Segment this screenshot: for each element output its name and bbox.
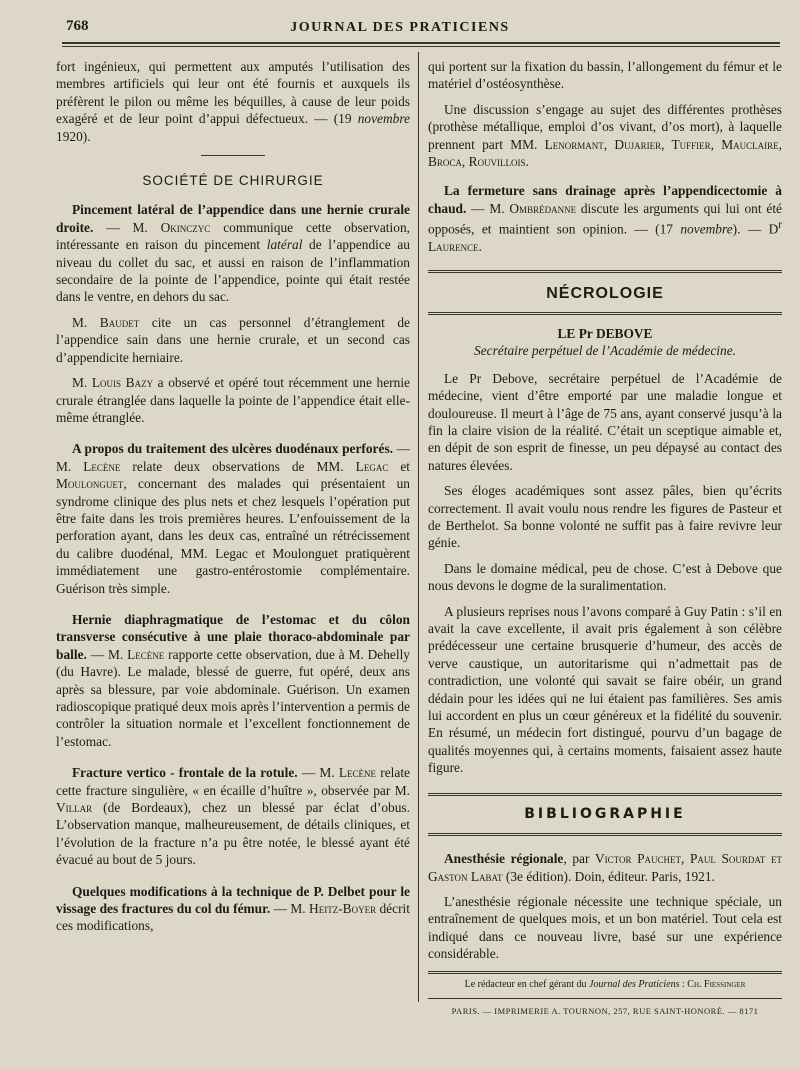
journal-title: JOURNAL DES PRATICIENS: [290, 20, 510, 35]
header-rule: [62, 42, 780, 44]
bibliographie-heading: BIBLIOGRAPHIE: [524, 805, 686, 822]
necrologie-heading: NÉCROLOGIE: [546, 284, 664, 302]
continued-paragraph: qui portent sur la fixation du bassin, l’allongement du fémur et le matériel d’ostéosynthèse.: [428, 59, 782, 92]
necro-subtitle: Secrétaire perpétuel de l’Académie de médecine.: [474, 343, 736, 359]
page-header: [0, 0, 800, 48]
article-ulceres: A propos du traitement des ulcères duodénaux perforés. — M. Lecène relate deux observations de MM. Legac et Moulonguet, concernant des malades qui présentaient un syndrome clinique des plus nets et chez lesquels l’opération put être faite dans les trois premières heures. L’enfouissement de la perforation ayant, dans les deux cas, entraîné un rétrécissement du calibre duodénal, MM. Legac et Moulonguet pratiquèrent immédiatement une gastro-entérostomie complémentaire. Guérison très simple.: [56, 441, 410, 596]
necro-paragraph-1: Le Pr Debove, secrétaire perpétuel de l’Académie de médecine, vient d’être emporté par une maladie longue et douloureuse. Il meurt à l’âge de 75 ans, ayant conservé jusqu’à la fin la claire vision de la réalité. C’était un sceptique aimable et, en dépit de son esprit de finesse, un peu dépaysé au contact des natures élevées.: [428, 370, 782, 473]
article-bazy: M. Louis Bazy a observé et opéré tout récemment une hernie crurale étranglée dans laquelle la pointe de l’appendice était elle-même étranglée.: [56, 375, 410, 425]
intro-paragraph: fort ingénieux, qui permettent aux amputés l’utilisation des membres artificiels qui leur ont été fournis et auxquels ils préfèrent le pilon ou même les béquilles, à cause de leur poids exagéré et de leur point d’appui défectueux. — (19 novembre 1920).: [56, 59, 410, 144]
footer-printer: PARIS. — IMPRIMERIE A. TOURNON, 257, RUE SAINT-HONORÉ. — 8171: [428, 998, 782, 1020]
necro-name: LE Pr DEBOVE: [557, 325, 653, 341]
biblio-entry: Anesthésie régionale, par Victor Pauchet, Paul Sourdat et Gaston Labat (3e édition). Doin, éditeur. Paris, 1921.: [428, 851, 782, 884]
page-number: 768: [66, 18, 89, 34]
discussion-paragraph: Une discussion s’engage au sujet des différentes prothèses (prothèse métallique, emploi d’os vivant, d’os mort), à laquelle prennent part MM. Lenormant, Dujarier, Tuffier, Mauclaire, Broca, Rouvillois.: [428, 101, 782, 170]
article-rotule: Fracture vertico - frontale de la rotule. — M. Lecène relate cette fracture singulière, « en écaille d’huître », observée par M. Villar (de Bordeaux), chez un blessé par éclat d’obus. L’observation manque, malheureusement, de détails cliniques, et l’évolution de la fracture n’a pu être notée, le blessé ayant été évacué au bout de 5 jours.: [56, 765, 410, 868]
left-column: [56, 58, 410, 943]
article-appendice: Pincement latéral de l’appendice dans une hernie crurale droite. — M. Okinczyc communique cette observation, intéressante en raison du pincement latéral de l’appendice au niveau du collet du sac, et aussi en raison de l’inflammation secondaire de la pointe de l’appendice, pointe qui était restée dans le ventre, en dehors du sac.: [56, 202, 410, 305]
header-rule-thin: [62, 46, 780, 47]
article-baudet: M. Baudet cite un cas personnel d’étranglement de l’appendice sain dans une hernie crurale, et un second cas d’appendicite herniaire.: [56, 314, 410, 365]
short-divider: [201, 155, 265, 156]
necrologie-rule-bottom: [428, 312, 782, 315]
society-heading: SOCIÉTÉ DE CHIRURGIE: [142, 173, 324, 189]
footer-editor: Le rédacteur en chef gérant du Journal des Praticiens : Ch. Fiessinger: [428, 971, 782, 992]
biblio-description: L’anesthésie régionale nécessite une technique spéciale, un entraînement de quelques mois, et un bon matériel. Tout cela est indiqué dans ce nouveau livre, basé sur une expérience considérable.: [428, 893, 782, 962]
right-column: [428, 58, 782, 1020]
column-separator: [418, 52, 419, 1002]
article-delbet: Quelques modifications à la technique de P. Delbet pour le vissage des fractures du col du fémur. — M. Heitz-Boyer décrit ces modifications,: [56, 883, 410, 934]
necro-paragraph-4: A plusieurs reprises nous l’avons comparé à Guy Patin : s’il en avait la cave excellente, il avait pris également à son célèbre prédécesseur une certaine brusquerie d’humeur, des accès de verve caustique, un autoritarisme qui n’admettait pas de contradiction, une volonté qui savait se faire obéir, un grand dédain pour les idées qui ne lui étaient pas familières. Ses amis lui accordent en plus un cœur généreux et la fidélité du souvenir. En résumé, un médecin fort distingué, pourvu d’un bagage de qualités moyennes qui, à certains moments, faisaient assez haute figure.: [428, 603, 782, 776]
biblio-rule-bottom: [428, 833, 782, 836]
article-fermeture: La fermeture sans drainage après l’appendicectomie à chaud. — M. Ombrédanne discute les arguments qui lui ont été opposés, et maintient son opinion. — (17 novembre). — $D^r$ Laurence.: [428, 183, 782, 255]
article-hernie: Hernie diaphragmatique de l’estomac et du côlon transverse consécutive à une plaie thoraco-abdominale par balle. — M. Lecène rapporte cette observation, due à M. Dehelly (du Havre). Le malade, blessé de guerre, fut opéré, deux ans après sa blessure, par voie abdominale. Guérison. Un examen radioscopique pratiqué deux mois après l’intervention a permis de contrôler la situation normale et l’excellent fonctionnement de l’estomac.: [56, 611, 411, 749]
necrologie-rule: [428, 270, 782, 273]
necro-paragraph-2: Ses éloges académiques sont assez pâles, bien qu’écrits correctement. Il avait voulu nous rendre les figures de Pasteur et de Berthelot. Sa bonne volonté ne suffit pas à faire revivre leur génie.: [428, 483, 782, 551]
biblio-rule: [428, 793, 782, 796]
necro-paragraph-3: Dans le domaine médical, peu de chose. C’est à Debove que nous devons le dogme de la suralimentation.: [428, 560, 782, 594]
